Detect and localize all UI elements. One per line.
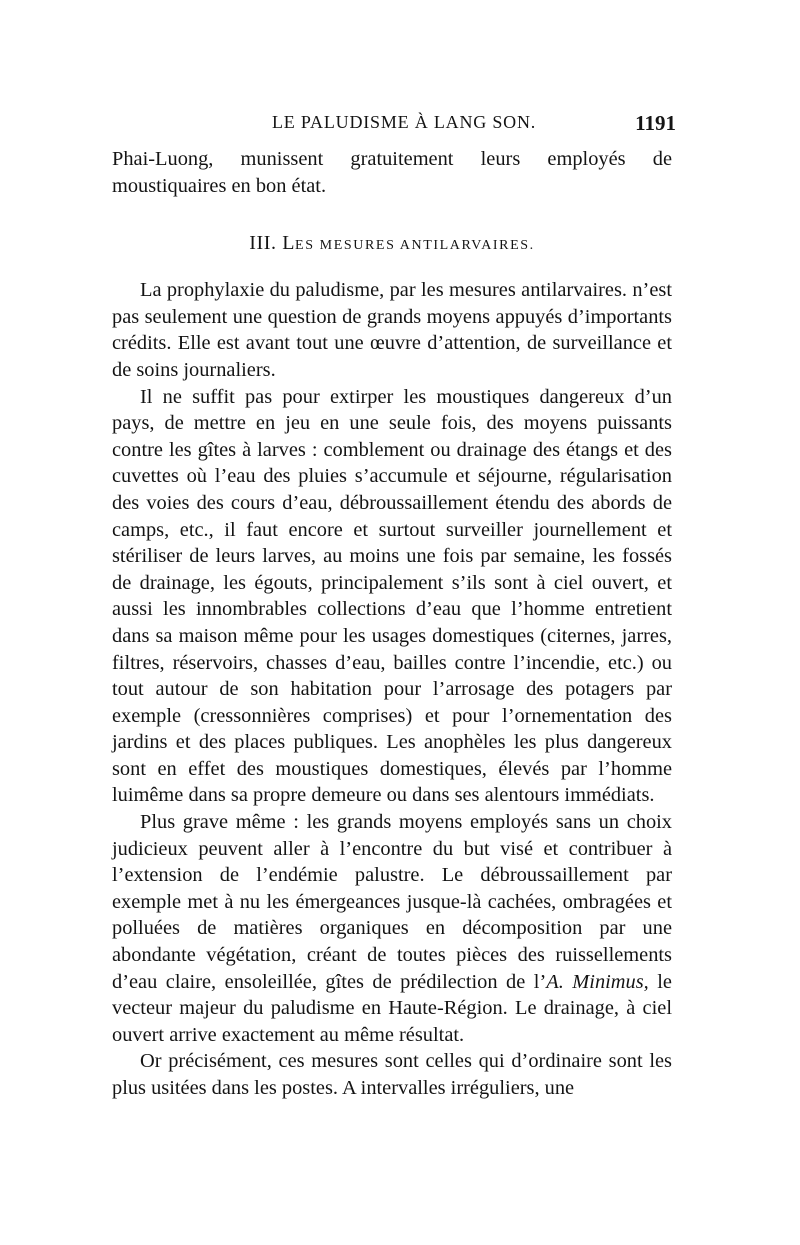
section-number: III. bbox=[249, 232, 277, 255]
section-heading bbox=[112, 232, 672, 255]
species-name: A. Minimus, bbox=[546, 970, 649, 993]
paragraph-3-text: Plus grave même : les grands moyens employés sans un choix judicieux peuvent aller à l’encontre du but visé et contribuer à l’extension de l’endémie palustre. Le débroussaillement par exemple met à nu les émergeances jusque-là cachées, ombragées et polluées de matières organiques en décomposition par une abondante végétation, créant de toutes pièces des ruissellements d’eau claire, ensoleillée, gîtes de prédilection de l’ bbox=[112, 811, 672, 993]
paragraph-1: La prophylaxie du paludisme, par les mesures antilarvaires. n’est pas seulement une question de grands moyens appuyés d’importants crédits. Elle est avant tout une œuvre d’attention, de surveillance et de soins journaliers. bbox=[112, 279, 672, 381]
carryover-paragraph: Phai-Luong, munissent gratuitement leurs employés de moustiquaires en bon état. bbox=[112, 148, 672, 197]
paragraph-4: Or précisément, ces mesures sont celles qui d’ordinaire sont les plus usitées dans les postes. A intervalles irréguliers, une bbox=[112, 1050, 672, 1099]
book-page bbox=[112, 111, 676, 1102]
running-head bbox=[112, 111, 676, 146]
section-title-initial: L bbox=[282, 232, 296, 255]
body-text bbox=[112, 146, 672, 1102]
paragraph-3 bbox=[112, 809, 672, 1048]
paragraph-2: Il ne suffit pas pour extirper les moustiques dangereux d’un pays, de mettre en jeu en une seule fois, des moyens puissants contre les gîtes à larves : comblement ou drainage des étangs et des cuvettes où l’eau des pluies s’accumule et séjourne, régularisation des voies des cours d’eau, débroussaillement étendu des abords de camps, etc., il faut encore et surtout surveiller journellement et stériliser de leurs larves, au moins une fois par semaine, les fossés de drainage, les égouts, principalement s’ils sont à ciel ouvert, et aussi les innombrables collections d’eau que l’homme entretient dans sa maison même pour les usages domestiques (citernes, jarres, filtres, réservoirs, chasses d’eau, bailles contre l’incendie, etc.) ou tout autour de son habitation pour l’arrosage des potagers par exemple (cressonnières comprises) et pour l’ornementation des jardins et des places publiques. Les anophèles les plus dangereux sont en effet des moustiques domestiques, élevés par l’homme luimême dans sa propre demeure ou dans ses alentours immédiats. bbox=[112, 385, 672, 807]
page-number: 1191 bbox=[635, 111, 676, 135]
paragraph-3-text-end: le vecteur majeur du paludisme en Haute-Région. Le drainage, à ciel ouvert arrive exactement au même résultat. bbox=[112, 970, 672, 1046]
section-title: ES MESURES ANTILARVAIRES. bbox=[295, 238, 535, 254]
running-title: LE PALUDISME À LANG SON. bbox=[272, 112, 537, 132]
